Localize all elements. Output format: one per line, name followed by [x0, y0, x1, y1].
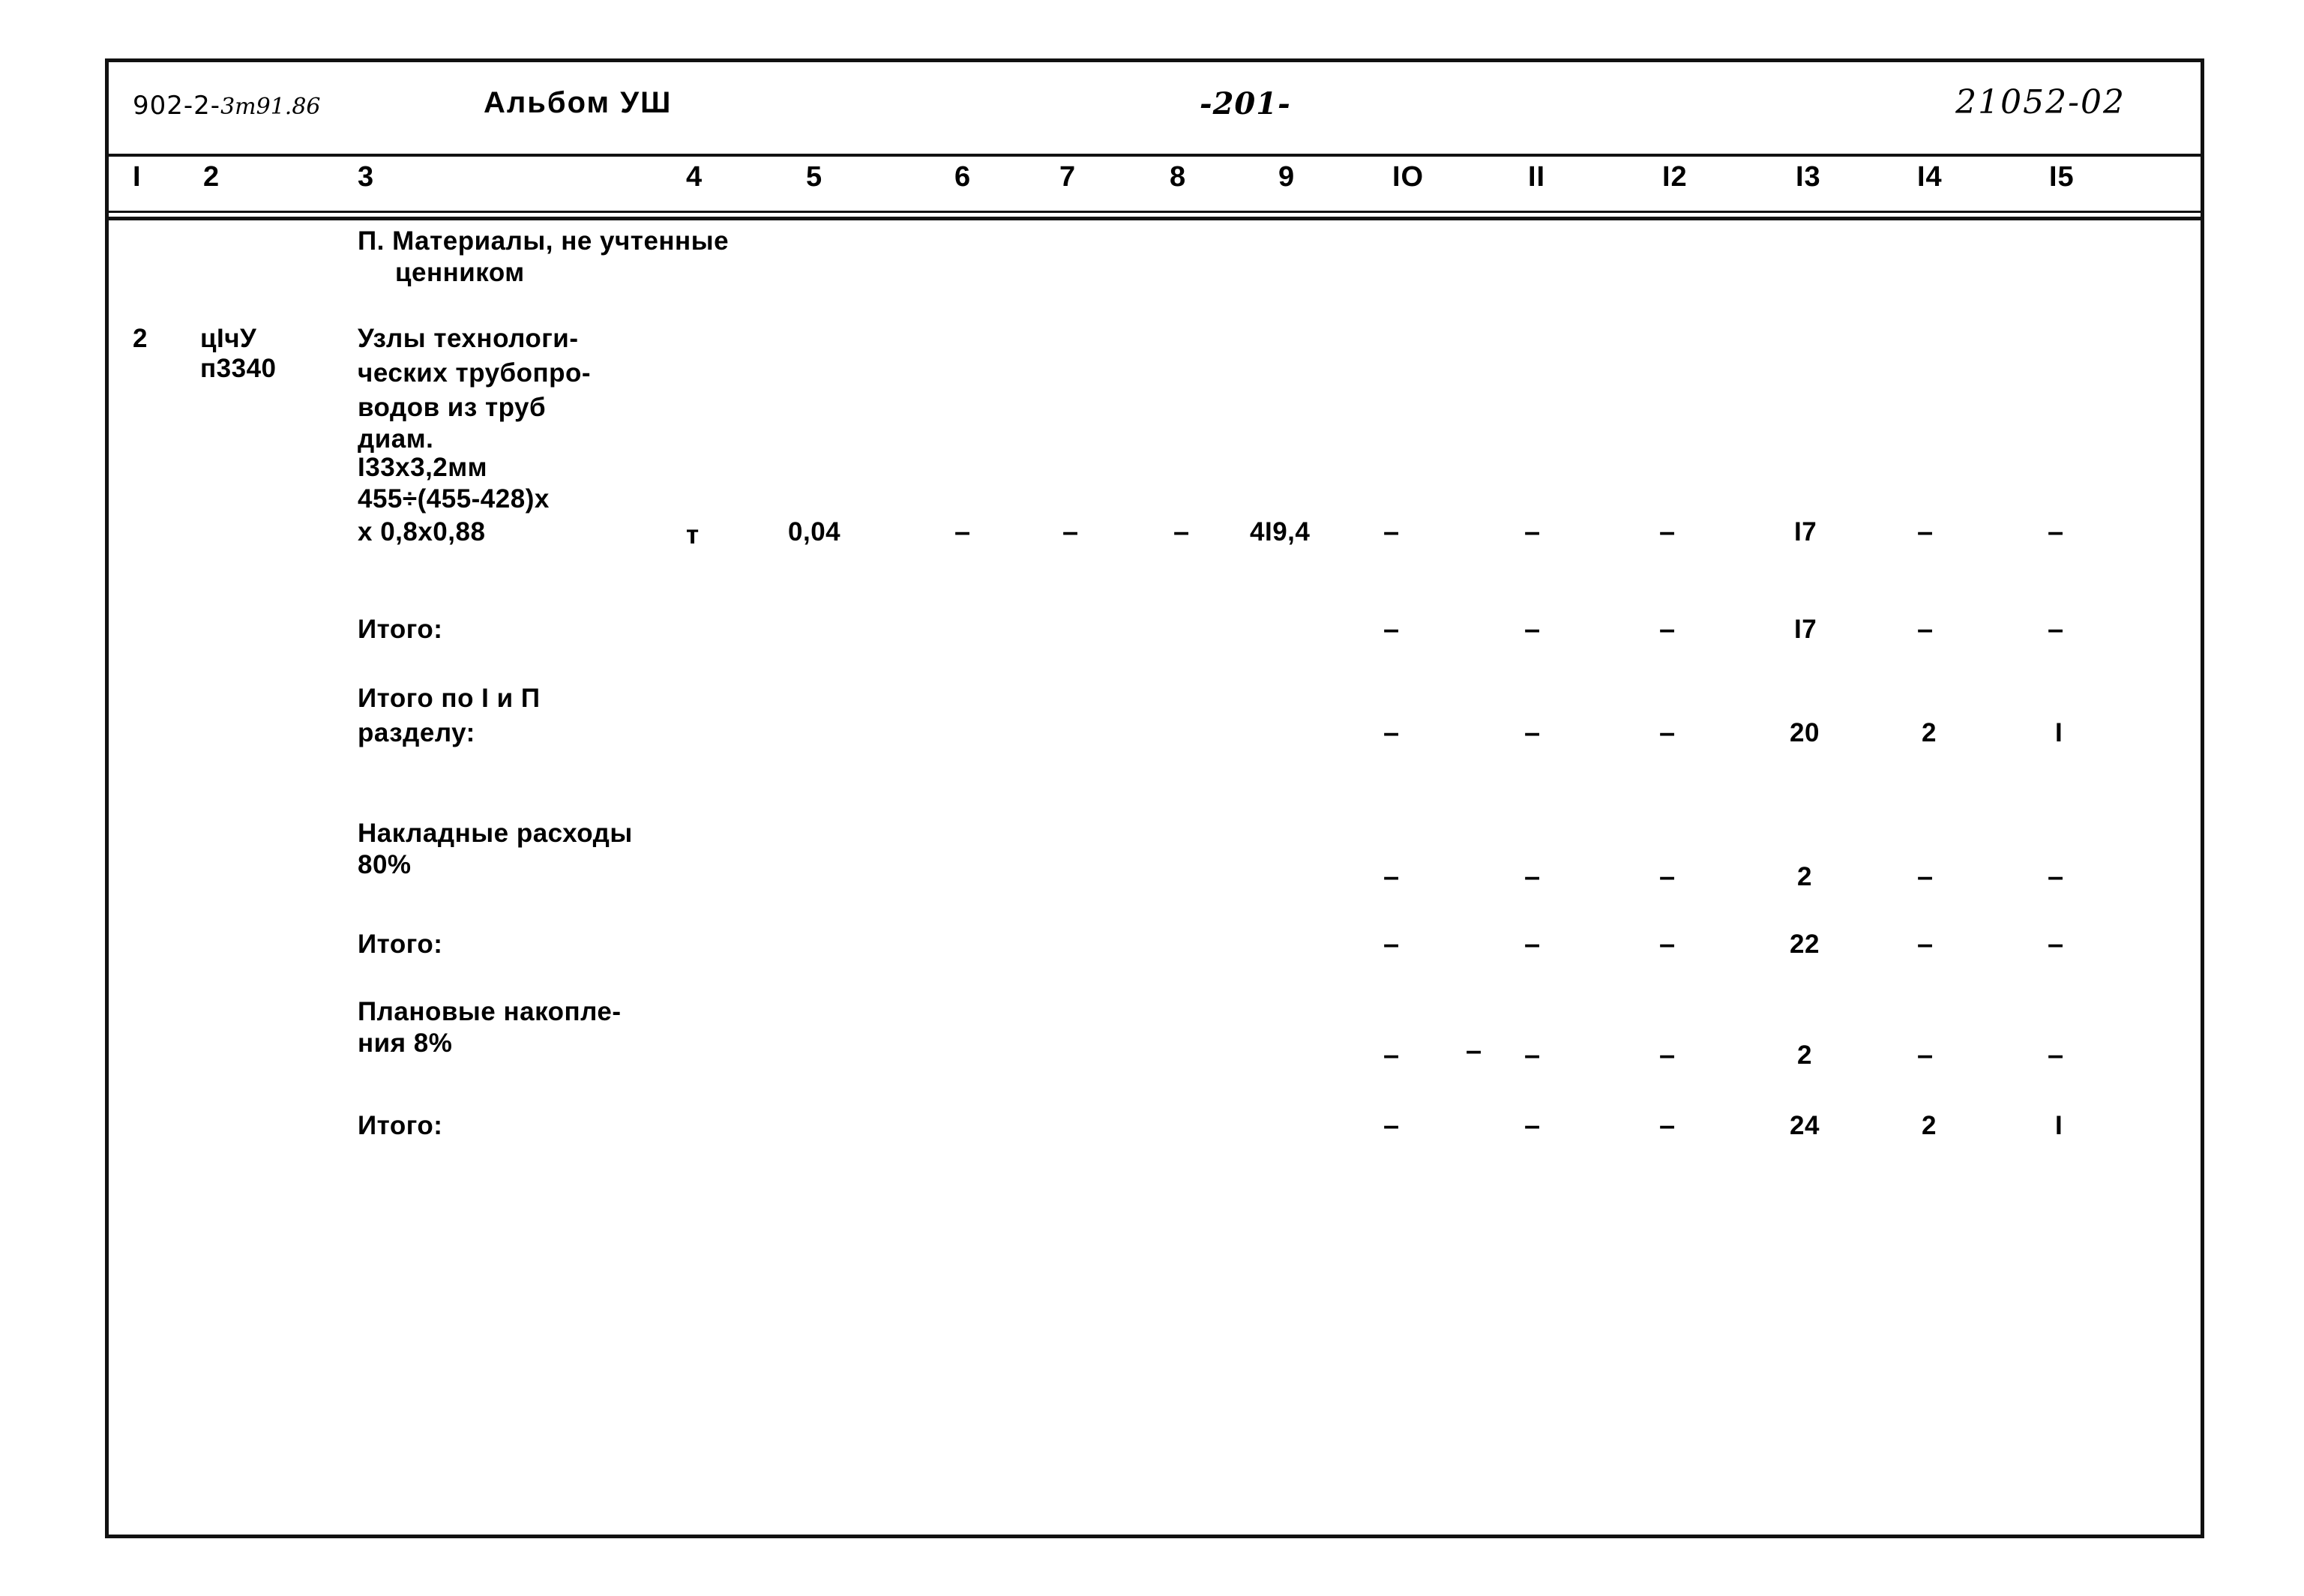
row-col12: – [1659, 717, 1676, 749]
column-number-13: I3 [1796, 161, 1821, 193]
row-col13: 22 [1790, 930, 1820, 959]
section-title-line2: ценником [395, 258, 525, 287]
row-code-line2: п3340 [200, 354, 277, 383]
row-description-line4: диам. [358, 424, 434, 454]
row-col10: – [1383, 861, 1400, 893]
row-description-line1: Узлы технологи- [358, 324, 579, 353]
row-col15: I [2055, 718, 2063, 747]
row-col12: – [1659, 929, 1676, 960]
row-unit: т [686, 520, 700, 549]
row-col10: – [1383, 1110, 1400, 1142]
row-col12: – [1659, 1040, 1676, 1071]
row-col15: – [2048, 861, 2064, 893]
row-col13: 2 [1797, 862, 1812, 891]
column-number-1: I [133, 161, 142, 193]
row-col13: I7 [1794, 517, 1817, 546]
row-col10: – [1383, 929, 1400, 960]
row-description-line2: ческих трубопро- [358, 358, 592, 388]
row-col15: – [2048, 929, 2064, 960]
row-col10: – [1383, 517, 1400, 548]
column-number-7: 7 [1059, 161, 1077, 193]
row-quantity: 0,04 [788, 517, 841, 546]
row-col14: – [1917, 614, 1934, 645]
table-body [109, 226, 2201, 1530]
row-col13: 2 [1797, 1041, 1812, 1070]
row-label-line1: Итого по I и П [358, 684, 541, 713]
header-album-label: Альбом УШ [484, 86, 673, 119]
row-description-line6: 455÷(455-428)х [358, 484, 550, 514]
row-col14: 2 [1922, 1111, 1937, 1140]
row-col9: 4I9,4 [1250, 517, 1311, 546]
column-number-8: 8 [1170, 161, 1187, 193]
column-number-11: II [1528, 161, 1546, 193]
row-col13: I7 [1794, 615, 1817, 644]
row-label: Итого: [358, 930, 443, 959]
row-col11: – [1524, 1040, 1541, 1071]
header-document-code [133, 91, 321, 121]
row-col10: – [1383, 717, 1400, 749]
row-col14: – [1917, 929, 1934, 960]
column-number-12: I2 [1662, 161, 1688, 193]
section-title-line1: П. Материалы, не учтенные [358, 226, 730, 256]
row-col14: 2 [1922, 718, 1937, 747]
column-number-4: 4 [686, 161, 703, 193]
header-page-number: -201- [1200, 86, 1291, 121]
row-col10-alt: – [1466, 1035, 1482, 1067]
row-col7: – [1062, 517, 1079, 548]
column-number-3: 3 [358, 161, 375, 193]
row-col14: – [1917, 861, 1934, 893]
row-col10: – [1383, 614, 1400, 645]
column-number-2: 2 [203, 161, 220, 193]
row-col12: – [1659, 517, 1676, 548]
row-label-line2: 80% [358, 850, 412, 879]
row-col15: – [2048, 517, 2064, 548]
row-col11: – [1524, 1110, 1541, 1142]
row-label-line2: ния 8% [358, 1029, 453, 1058]
row-col15: – [2048, 1040, 2064, 1071]
row-col6: – [954, 517, 971, 548]
row-description-line7: х 0,8х0,88 [358, 517, 486, 546]
header-document-number: 21052-02 [1955, 83, 2126, 121]
row-col10: – [1383, 1040, 1400, 1071]
row-col13: 20 [1790, 718, 1820, 747]
row-label-line1: Плановые накопле- [358, 997, 622, 1026]
document-page [105, 58, 2204, 1538]
row-col11: – [1524, 929, 1541, 960]
column-number-15: I5 [2049, 161, 2075, 193]
row-col11: – [1524, 861, 1541, 893]
row-col15: I [2055, 1111, 2063, 1140]
row-col15: – [2048, 614, 2064, 645]
row-col12: – [1659, 1110, 1676, 1142]
column-number-row [109, 161, 2201, 208]
column-number-5: 5 [806, 161, 823, 193]
row-col14: – [1917, 517, 1934, 548]
row-label-line2: разделу: [358, 718, 475, 747]
row-code-line1: цIчУ [200, 324, 257, 353]
row-number: 2 [133, 324, 148, 353]
row-col11: – [1524, 717, 1541, 749]
row-col11: – [1524, 614, 1541, 645]
row-col14: – [1917, 1040, 1934, 1071]
row-col8: – [1173, 517, 1190, 548]
row-col13: 24 [1790, 1111, 1820, 1140]
row-col12: – [1659, 861, 1676, 893]
row-description-line3: водов из труб [358, 393, 547, 422]
page-header [109, 62, 2201, 158]
row-col12: – [1659, 614, 1676, 645]
header-document-code-handwritten: 3т91.86 [220, 94, 321, 120]
row-label-line1: Накладные расходы [358, 819, 633, 848]
row-description-line5: I33х3,2мм [358, 453, 488, 482]
column-number-6: 6 [954, 161, 972, 193]
row-label: Итого: [358, 1111, 443, 1140]
row-col11: – [1524, 517, 1541, 548]
row-label: Итого: [358, 615, 443, 644]
column-number-10: IO [1392, 161, 1425, 193]
column-number-9: 9 [1278, 161, 1296, 193]
column-number-14: I4 [1917, 161, 1943, 193]
header-divider-top [109, 154, 2201, 157]
header-divider-mid-thick [109, 217, 2201, 220]
header-divider-mid-thin [109, 211, 2201, 213]
header-document-code-prefix: 902-2- [133, 91, 221, 121]
